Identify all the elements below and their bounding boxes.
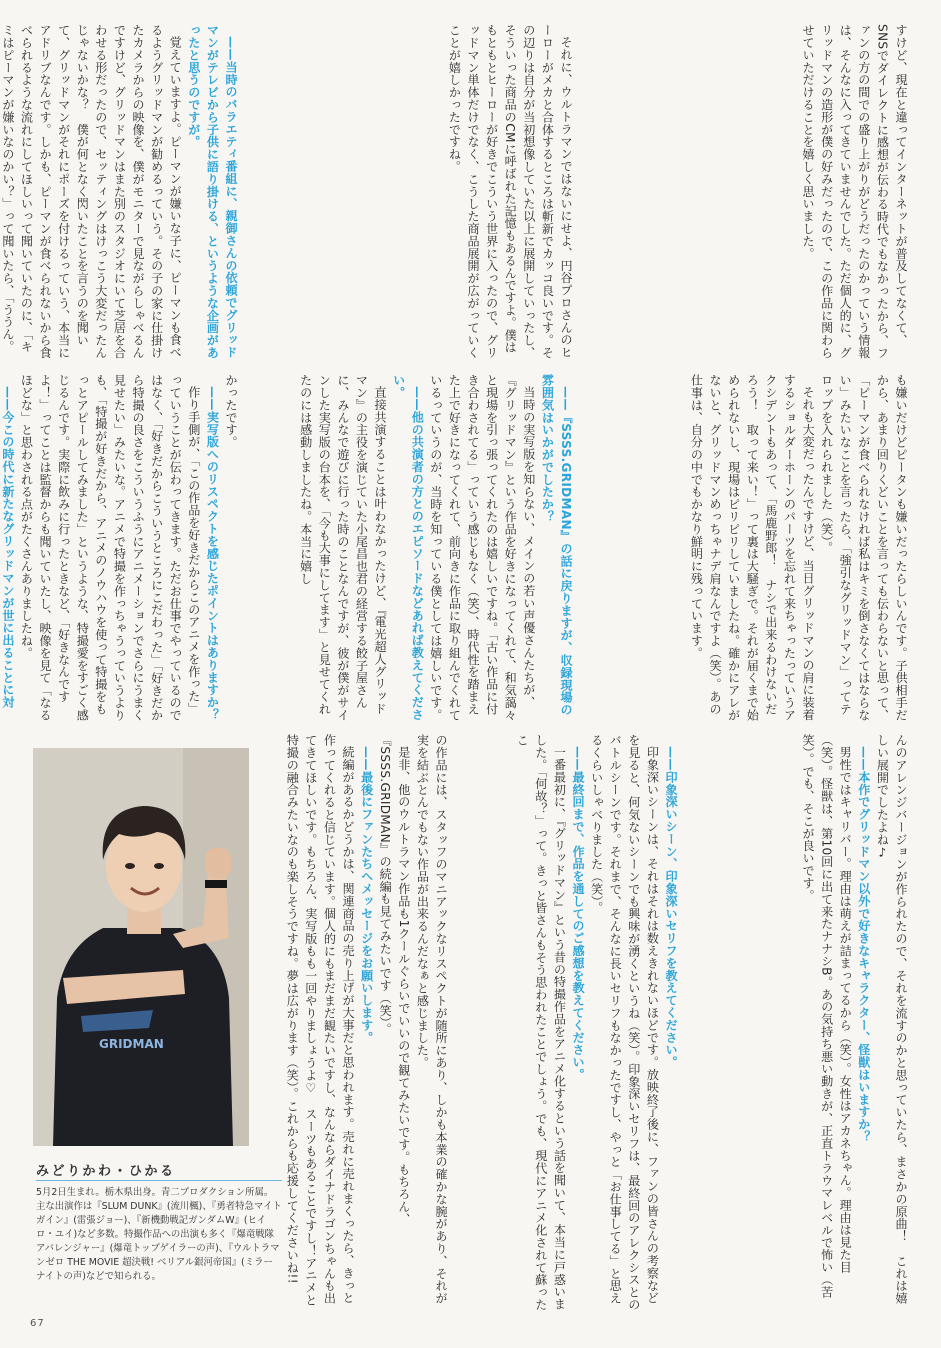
question-text: 本作でグリッドマン以外で好きなキャラクター、怪獣はいますか？ [856,770,871,1143]
profile-divider [36,1180,282,1181]
top-band [0,24,910,364]
text-column-6 [0,374,240,724]
paragraph: 直接共演することは叶わなかったけど、『電光超人グリッドマン』の主役を演じていた小尾昌也君の経営する餃子屋さんに、みんなで遊びに行った時のことなんですが、彼が僕がサインした実写版の台本を、「今も大事にしてます」と見せてくれたのには感動しましたね。本当に嬉し [298,374,388,722]
paragraph: それに、ウルトラマンではないにせよ、円谷プロさんのヒーローがメカと合体するところは斬新でカッコ良いです。その辺りは自分が当初想像していた以上に展開していったし、そういった商品のCMに呼ばれた記憶もあるんですよ。僕はもともとヒーローが好きでこういう世界に入ったので、グリッドマン単体だけでなく、こうした商品展開が広がっていくことが嬉しかったですね。 [447,24,573,359]
profile-photo [33,748,249,1146]
question-text: 印象深いシーン、印象深いセリフを教えてください。 [664,770,678,1069]
question-text: 最終回まで、作品を通してのご感想を教えてください。 [571,770,586,1081]
bottom-band [285,734,910,1314]
paragraph: 印象深いシーンは、それはそれは数えきれないほどです。放映終了後に、ファンの皆さんの考察などを見ると、何気ないシーンでも興味が湧くというね（笑）。印象深いセリフは、最終回のアレクシスとのバトルシーンです。それまで、そんなに長いセリフもなかったですし、やっと「お仕事してる」と思えるくらいしゃべりました（笑）。 [589,734,660,1311]
paragraph: の作品には、スタッフのマニアックなリスペクトが随所にあり、しかも本業の確かな腕があり、それが実を結ぶとんでもない作品が出来るんだなぁと感じました。 [415,734,448,1305]
paragraph: も嫌いだけどピータンも嫌いだったらしいんです。子供相手だから、あまり回りくどいことを言っても伝わらないと思って、「ピーマンが食べられなければ私はキミを倒さなくてはならない」みたいなことを言ったら、「強引なグリッドマン」ってテロップを入れられました（笑）。 [819,374,908,722]
question-text: 当時のバラエティ番組に、親御さんの依頼でグリッドマンがテレビから子供に語り掛ける、というような企画があったと思うのですが。 [186,24,238,359]
text-column-5 [298,374,575,724]
middle-band [0,374,910,724]
text-column-1 [700,24,910,364]
interview-question: ——最終回まで、作品を通してのご感想を教えてください。 [571,746,586,1081]
interview-question: ——最後にファンたちへメッセージをお願いします。 [359,746,374,1044]
paragraph: 当時の実写版を知らない、メインの若い声優さんたちが、『グリッドマン』という作品を好きになってくれて、和気藹々と現場を引っ張ってくれたのは嬉しいですね。「古い作品に付き合わされてる」っていう感じもなく（笑）、時代性を踏まえた上で好きになってくれて、前向きに作品に取り組んでくれているっていうのが、当時を知っている僕としては嬉しいです。 [428,374,536,722]
page-number: 67 [30,1318,45,1329]
paragraph: それも大変だったんですけど、当日グリッドマンの肩に装着するショルダーホーンのパーツを忘れて来ちゃったっていうアクシデントもあって、「馬鹿野郎！ ナシで出来るわけないだろう！ 取って来い！」って裏は大騒ぎで。それが届くまで始められないし、現場はピリピリしていましたね。確かにアレがないと、グリッドマンめっちゃナデ肩なんですよ（笑）。あの仕事は、自分の中でもかなり鮮明に残っています。 [689,374,816,722]
interview-question: ——印象深いシーン、印象深いセリフを教えてください。 [664,746,678,1069]
paragraph: 覚えていますよ。ピーマンが嫌いな子に、ピーマンも食べるようグリッドマンが勧めるっていう。その子の家に仕掛けたカメラからの映像を、僕がモニターで見ながらしゃべるんですけど、グリッドマンはまた別のスタジオにいて芝居を合わせる形だったので、セッティングはけっこう大変だったんじゃないかな？ 僕が何となく閃いたことを言うのを聞いて、グリッドマンがそれにポーズを付けるっていう、本当にアドリブなんです。しかも、ピーマンが食べられないから食べられるような流れにしてほしいって聞いていたのに、「キミはピーマンが嫌いなのかい？」って聞いたら、「ううん。 [0,24,183,359]
paragraph: 男性ではキャリバー。理由は萌えが詰まってるから（笑）。女性はアカネちゃん。理由は見た目（笑）。怪獣は、第10回に出て来たナナシB。あの気持ち悪い動きが、正直トラウマレベルで怖い（苦笑）。でも、そこが良いです。 [801,734,853,1299]
interview-question: ——今この時代に新たなグリッドマンが世に出ることに対 [0,374,17,724]
paragraph: 一番最初に、『グリッドマン』という昔の特撮作品をアニメ化するという話を聞いて、本当に戸惑いました。「何故？」って。きっと皆さんもそう思われたことでしょう。でも、現代にアニメ化されて蘇ったこ [515,734,567,1311]
paragraph: すけど、現在と違ってインターネットが普及してなくて、SNSでダイレクトに感想が伝わる時代でもなかったから、ファンの方の間での盛り上がりがどうだったのかっていう情報は、そんなに入ってきていませんでした。ただ個人的に、グリッドマンの造形が僕の好みだったので、この作品に関わらせていただけることを嬉しく思いました。 [801,24,908,360]
paragraph: 是非、他のウルトラマン作品も1クールぐらいでいいので観てみたいです。もちろん、『SSSS.GRIDMAN』の続編も見てみたいです（笑）。 [378,734,411,1226]
question-text: 実写版へのリスペクトを感じたポイントはありますか？ [205,410,220,721]
paragraph: 作り手側が、「この作品を好きだからこのアニメを作った」っていうことが伝わってきます。ただお仕事でやっているのではなく、「好きだからこういうところにこだわった」「好きだから特撮の良さをこういうふうにアニメーションでさらにうまく見せたい」みたいな。アニメで特撮を作っちゃうっていうよりも、「特撮が好きだから、アニメのノウハウを使って特撮をもっとアピールしてみました」というような、特撮愛をすごく感じるんです。実際に飲みに行ったときなど、「好きなんですよ！」ってことは監督からも聞いていたし、映像を見て「なるほどな」と思わされる点がたくさんありましたね。 [19,374,201,722]
interview-question: ——当時のバラエティ番組に、親御さんの依頼でグリッドマンがテレビから子供に語り掛ける、というような企画があったと思うのですが。 [186,24,238,359]
interview-question: ——『SSSS.GRIDMAN』の話に戻りますが、収録現場の雰囲気はいかがでしたか？ [540,374,573,716]
shirt-print-text: GRIDMAN [99,1037,164,1051]
profile-name: みどりかわ・ひかる [36,1164,176,1179]
text-column-4 [689,374,910,724]
text-column-9 [285,734,450,1314]
question-text: 今この時代に新たなグリッドマンが世に出ることに対 [0,410,15,709]
profile-bio: 5月2日生まれ。栃木県出身。青二プロダクション所属。主な出演作は『SLUM DUNK』(流川楓)、『勇者特急マイトガイン』(雷張ジョー)、『新機動戦記ガンダムW』(ヒイロ・ユイ)など多数。特撮作品への出演も多く『爆竜戦隊アバレンジャー』(爆竜トップゲイラーの声)、『ウルトラマンゼロ THE MOVIE 超決戦! ベリアル銀河帝国』(ミラーナイトの声)などで知られる。 [36,1187,282,1282]
question-text: 『SSSS.GRIDMAN』の話に戻りますが、収録現場の雰囲気はいかがでしたか？ [540,374,573,716]
paragraph: んのアレンジバージョンが作られたので、それを流すのかと思っていたら、まさかの原曲！ これは嬉しい展開でしたよね♪ [875,734,908,1305]
text-column-3 [0,24,240,364]
interview-question: ——他の共演者の方とのエピソードなどあれば教えてください。 [391,374,425,721]
text-column-2 [365,24,575,364]
person-illustration [33,748,249,1146]
question-text: 最後にファンたちへメッセージをお願いします。 [359,770,374,1044]
question-text: 他の共演者の方とのエピソードなどあれば教えてください。 [391,374,425,721]
text-column-7 [698,734,910,1314]
interview-question: ——実写版へのリスペクトを感じたポイントはありますか？ [205,386,220,721]
paragraph: 続編があるかどうかは、関連商品の売り上げが大事だと思われます。売れに売れまくったら、きっと作ってくれると信じています。個人的にもまだまだ観たいですし、なんならダイナドラゴンちゃんも出てきてほしいです。もちろん、実写版もも一回やりましょうよ♡ スーツもあることですし！アニメと特撮の融合みたいなのも楽しそうですね。夢は広がります（笑）。これからも応援してくださいね!! [285,734,356,1307]
interview-question: ——本作でグリッドマン以外で好きなキャラクター、怪獣はいますか？ [856,746,871,1143]
text-column-8 [468,734,680,1314]
paragraph: かったです。 [224,374,238,449]
